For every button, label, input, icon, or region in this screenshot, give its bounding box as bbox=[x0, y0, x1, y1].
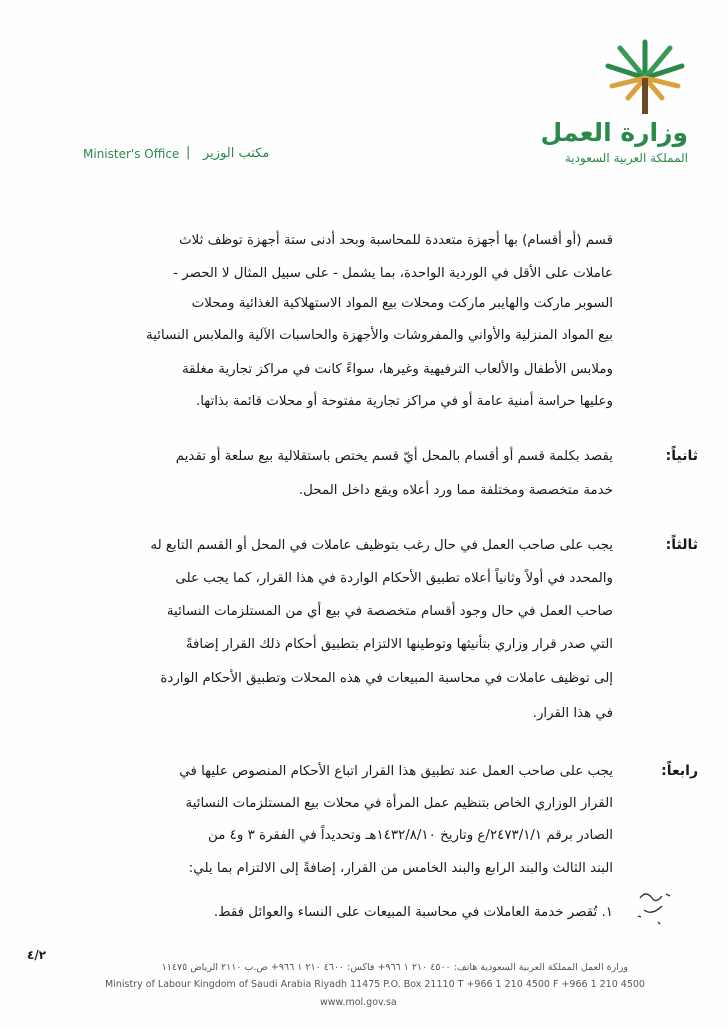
clause-fourth-line: يجب على صاحب العمل عند تطبيق هذا القرار اتباع الأحكام المنصوص عليها في bbox=[179, 764, 613, 779]
para1-line: عاملات على الأقل في الوردية الواحدة، بما يشمل - على سبيل المثال لا الحصر - bbox=[173, 266, 613, 281]
footer-website: www.mol.gov.sa bbox=[320, 997, 397, 1008]
office-name-arabic: مكتب الوزير bbox=[203, 146, 270, 161]
ministry-name-arabic: وزارة العمل bbox=[540, 118, 688, 147]
handwritten-initials-icon bbox=[630, 880, 680, 930]
clause-fourth-line: القرار الوزاري الخاص بتنظيم عمل المرأة في محلات بيع المستلزمات النسائية bbox=[185, 796, 613, 811]
para1-line: السوبر ماركت والهايبر ماركت ومحلات بيع المواد الاستهلاكية الغذائية ومحلات bbox=[191, 296, 613, 311]
clause-label-second: ثانياً: bbox=[665, 448, 698, 464]
para1-line: وعليها حراسة أمنية عامة أو في مراكز تجارية مفتوحة أو محلات قائمة بذاتها. bbox=[195, 394, 613, 409]
footer-english-contacts: Ministry of Labour Kingdom of Saudi Arabia Riyadh 11475 P.O. Box 21110 T +966 1 210 4500 F +966 1 210 4500 bbox=[105, 979, 645, 990]
clause-third-line: في هذا القرار. bbox=[532, 706, 613, 721]
page-number: ٤/٢ bbox=[27, 948, 47, 962]
clause-fourth-line: البند الثالث والبند الرابع والبند الخامس من القرار، إضافةً إلى الالتزام بما يلي: bbox=[188, 861, 613, 876]
clause-second-line: يقصد بكلمة قسم أو أقسام بالمحل أيّ قسم يختص باستقلالية بيع سلعة أو تقديم bbox=[175, 449, 613, 464]
clause-label-third: ثالثاً: bbox=[665, 537, 698, 553]
footer-arabic-contacts: وزارة العمل المملكة العربية السعودية هاتف: ٤٥٠٠ ٢١٠ ١ ٩٦٦+ فاكس: ٤٦٠٠ ٢١٠ ١ ٩٦٦+ ص.ب ٢١١٠ الرياض ١١٤٧٥ bbox=[161, 962, 628, 973]
office-name-english: Minister's Office bbox=[83, 147, 180, 161]
clause-third-line: يجب على صاحب العمل في حال رغب بتوظيف عاملات في المحل أو القسم التابع له bbox=[150, 538, 613, 553]
clause-third-line: والمحدد في أولاً وثانياً أعلاه تطبيق الأحكام الواردة في هذا القرار، كما يجب على bbox=[175, 571, 613, 586]
clause-fourth-line: الصادر برقم ٢٤٧٣/١/١/ع وتاريخ ١٤٣٢/٨/١٠هـ وتحديداً في الفقرة ٣ و٤ من bbox=[208, 828, 613, 843]
ministry-palm-logo-icon bbox=[600, 38, 690, 116]
clause-label-fourth: رابعاً: bbox=[661, 763, 698, 779]
clause-third-line: صاحب العمل في حال وجود أقسام متخصصة في بيع أي من المستلزمات النسائية bbox=[166, 604, 613, 619]
para1-line: قسم (أو أقسام) بها أجهزة متعددة للمحاسبة وبحد أدنى ستة أجهزة توظف ثلاث bbox=[179, 233, 613, 248]
kingdom-name-arabic: المملكة العربية السعودية bbox=[564, 151, 688, 165]
para1-line: وملابس الأطفال والألعاب الترفيهية وغيرها، سواءً كانت في مراكز تجارية مغلقة bbox=[182, 362, 613, 377]
office-separator: | bbox=[186, 145, 191, 160]
clause-second-line: خدمة متخصصة ومختلفة مما ورد أعلاه ويقع داخل المحل. bbox=[298, 483, 613, 498]
clause-third-line: إلى توظيف عاملات في محاسبة المبيعات في هذه المحلات وتطبيق الأحكام الواردة bbox=[160, 671, 613, 686]
clause-fourth-item: ١. تُقصر خدمة العاملات في محاسبة المبيعات على النساء والعوائل فقط. bbox=[213, 905, 613, 920]
clause-third-line: التي صدر قرار وزاري بتأنيثها وتوطينها الالتزام بتطبيق أحكام ذلك القرار إضافةً bbox=[185, 637, 613, 652]
para1-line: بيع المواد المنزلية والأواني والمفروشات والأجهزة والحاسبات الآلية والملابس النسائية bbox=[146, 328, 613, 343]
